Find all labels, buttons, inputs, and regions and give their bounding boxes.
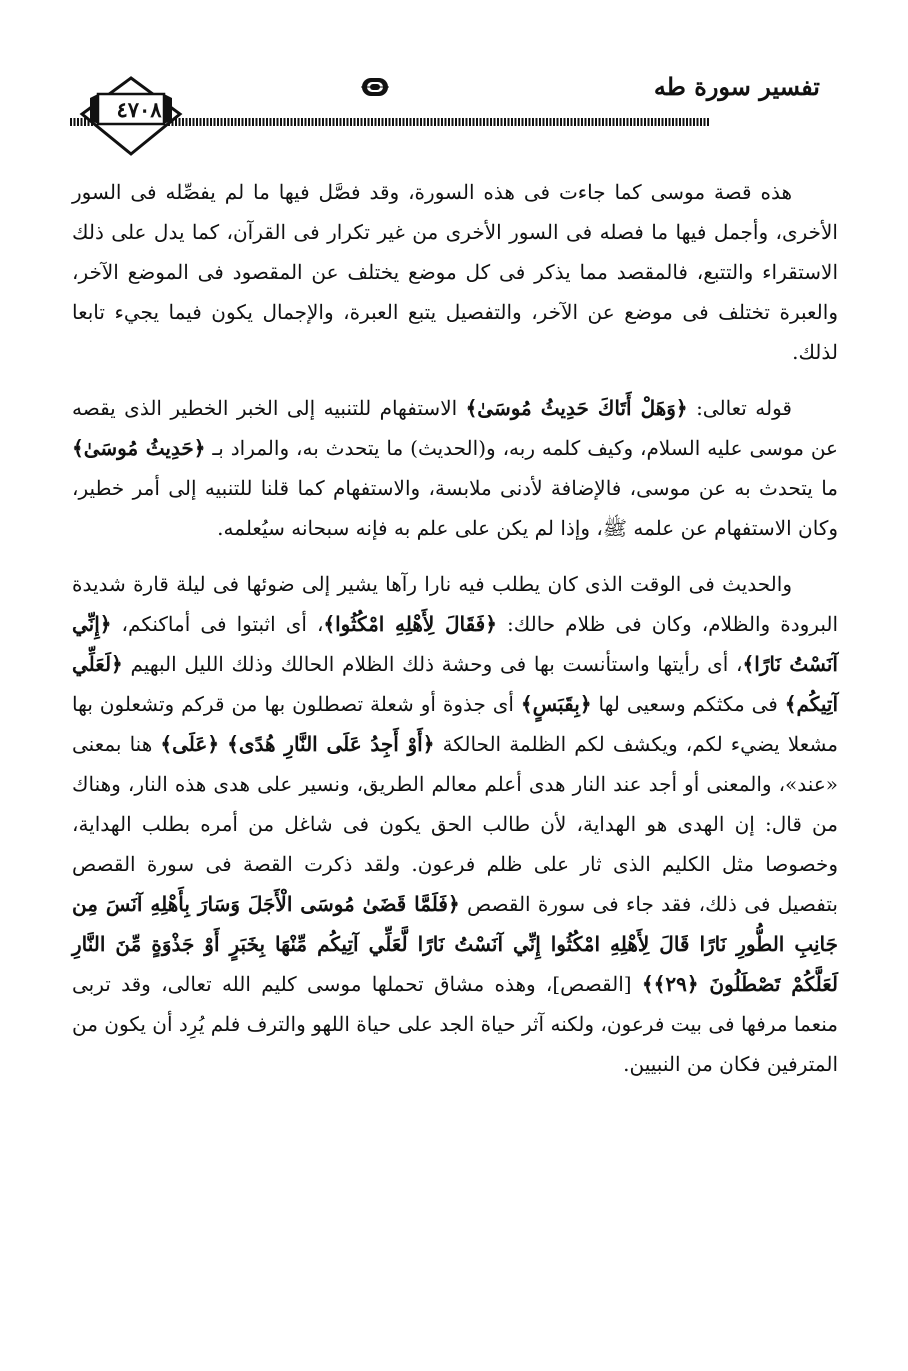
paragraph-text: قوله تعالى:: [687, 396, 792, 420]
page-number: ٤٧٠٨: [116, 97, 162, 122]
paragraph-text: [القصص]، وهذه مشاق تحملها موسى كليم الله تعالى، وقد تربى منعما مرفها فى بيت فرعون، ولكنه آثر حياة الجد على حياة اللهو والترف فلم يُرِد أن يكون من المترفين فكان من النبيين.: [72, 972, 838, 1076]
paragraph-text: ، أى رأيتها واستأنست بها فى وحشة ذلك الظلام الحالك وذلك الليل البهيم: [122, 652, 743, 676]
running-title: تفسير سورة طه: [653, 72, 820, 101]
paragraph-text: [219, 732, 227, 756]
paragraph-text: هذه قصة موسى كما جاءت فى هذه السورة، وقد فصَّل فيها ما لم يفصِّله فى السور الأخرى، وأجمل فيها ما فصله فى السور الأخرى من غير تكرار فى القرآن، كما يدل على ذلك الاستقراء والتتبع، فالمقصد مما يذكر فى كل موضع يختلف عن المقصود فى الموضع الآخر، والعبرة تختلف فى موضع عن الآخر، والتفصيل يتبع العبرة، والإجمال يكون فيما يجيء تابعا لذلك.: [72, 180, 838, 364]
body-paragraph: [72, 564, 838, 1084]
paragraph-text: والحديث فى الوقت الذى كان يطلب فيه نارا رآها يشير إلى ضوئها فى ليلة قارة شديدة البرودة والظلام، وكان فى ظلام حالك:: [72, 572, 839, 636]
paragraph-text: ، أى اثبتوا فى أماكنكم،: [111, 612, 324, 636]
page-number-badge: [76, 74, 186, 158]
paragraph-text: أى جذوة أو شعلة تصطلون بها من قركم وتشعلون بها مشعلا يضيء لكم، ويكشف لكم الظلمة الحالكة: [72, 692, 838, 756]
quran-quote: ﴿فَقَالَ لِأَهْلِهِ امْكُثُوا﴾: [323, 612, 497, 636]
quran-quote: ﴿بِقَبَسٍ﴾: [520, 692, 592, 716]
paragraph-text: الاستفهام للتنبيه إلى الخبر الخطير الذى يقصه عن موسى عليه السلام، وكيف كلمه ربه، و(الحديث) ما يتحدث به، والمراد بـ: [72, 396, 838, 460]
quran-quote: ﴿وَهَلْ أَتَاكَ حَدِيثُ مُوسَىٰ﴾: [465, 396, 688, 420]
ornament-icon: [360, 74, 390, 100]
quran-quote: ﴿أَوْ أَجِدُ عَلَى النَّارِ هُدًى﴾: [227, 732, 435, 756]
page-body: [72, 172, 838, 1100]
quran-quote: ﴿لَعَلِّي آتِيكُم﴾: [72, 652, 838, 716]
paragraph-text: هنا بمعنى «عند»، والمعنى أو أجد عند النار هدى أعلم معالم الطريق، ونسير على هدى هذه النار، وهناك من قال: إن الهدى هو الهداية، لأن طالب الحق يكون فى شاغل من أمره بطلب الهداية، وخصوصا مثل الكليم الذى ثار على ظلم فرعون. ولقد ذكرت القصة فى سورة القصص بتفصيل فى ذلك، فقد جاء فى سورة القصص: [72, 732, 838, 916]
quran-quote: ﴿فَلَمَّا قَضَىٰ مُوسَى الْأَجَلَ وَسَارَ بِأَهْلِهِ آنَسَ مِن جَانِبِ الطُّورِ نَارًا قَالَ لِأَهْلِهِ امْكُثُوا إِنِّي آنَسْتُ نَارًا لَّعَلِّي آتِيكُم مِّنْهَا بِخَبَرٍ أَوْ جَذْوَةٍ مِّنَ النَّارِ لَعَلَّكُمْ تَصْطَلُونَ ﴿٢٩﴾﴾: [72, 892, 838, 996]
quran-quote: ﴿عَلَى﴾: [160, 732, 220, 756]
paragraph-text: ما يتحدث به عن موسى، فالإضافة لأدنى ملابسة، والاستفهام كما قلنا للتنبيه إلى أمر خطير، وكان الاستفهام عن علمه ﷺ، وإذا لم يكن على علم به فإنه سبحانه سيُعلمه.: [72, 476, 838, 540]
body-paragraph: [72, 172, 838, 372]
body-paragraph: [72, 388, 838, 548]
quran-quote: ﴿إِنِّي آنَسْتُ نَارًا﴾: [72, 612, 838, 676]
page-header: [70, 62, 840, 157]
paragraph-text: فى مكثكم وسعيى لها: [591, 692, 785, 716]
quran-quote: ﴿حَدِيثُ مُوسَىٰ﴾: [72, 436, 206, 460]
